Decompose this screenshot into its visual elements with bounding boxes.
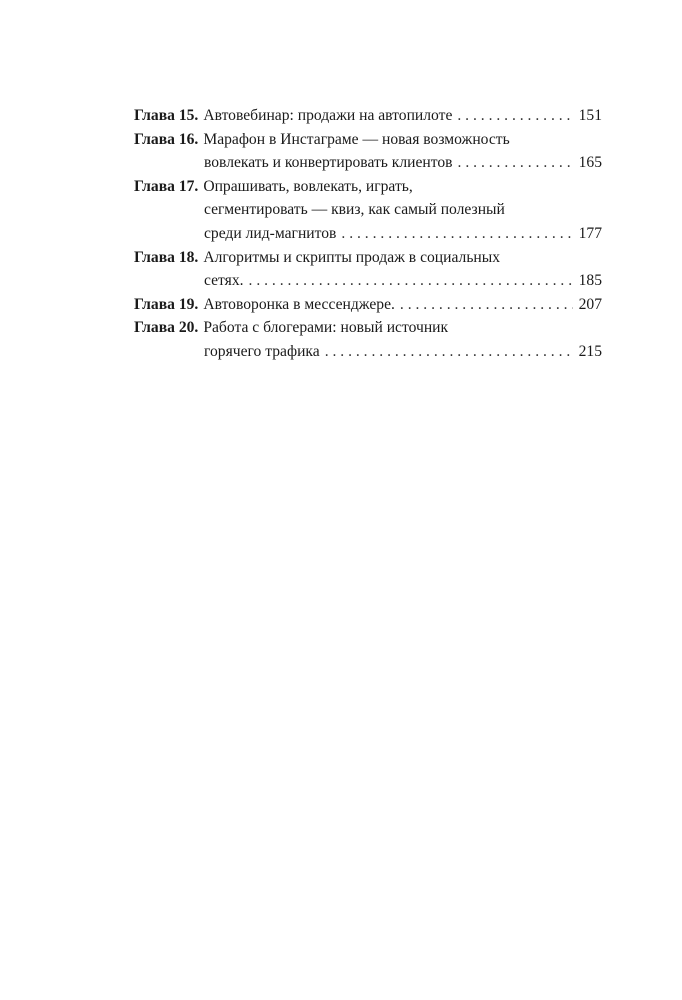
toc-entry-chapter-19[interactable] xyxy=(134,293,602,317)
chapter-number: Глава 20. xyxy=(134,319,199,337)
dot-leader xyxy=(400,293,573,317)
page-number: 177 xyxy=(578,224,602,242)
chapter-title: Автоворонка в мессенджере. xyxy=(203,295,395,313)
toc-line xyxy=(134,198,602,222)
chapter-number: Глава 16. xyxy=(134,130,199,148)
toc-line xyxy=(134,269,602,293)
chapter-number: Глава 15. xyxy=(134,107,199,124)
chapter-title-continued: вовлекать и конвертировать клиентов xyxy=(204,154,453,172)
chapter-title: Опрашивать, вовлекать, играть, xyxy=(203,177,413,195)
dot-leader xyxy=(325,340,573,364)
page-number: 185 xyxy=(578,272,602,290)
chapter-number: Глава 19. xyxy=(134,295,199,313)
toc-entry-chapter-16[interactable] xyxy=(134,128,602,175)
toc-entry-chapter-20[interactable] xyxy=(134,316,602,363)
toc-line xyxy=(134,293,602,317)
chapter-title-continued: сетях. xyxy=(204,272,244,290)
chapter-number: Глава 17. xyxy=(134,177,199,195)
page-number: 151 xyxy=(578,107,602,124)
page-number: 165 xyxy=(578,154,602,172)
chapter-title: Работа с блогерами: новый источник xyxy=(203,319,449,337)
dot-leader xyxy=(341,222,573,246)
dot-leader xyxy=(458,151,573,175)
dot-leader xyxy=(249,269,573,293)
toc-line xyxy=(134,128,602,152)
chapter-title-continued: сегментировать — квиз, как самый полезный xyxy=(204,201,505,219)
toc-line xyxy=(134,175,602,199)
toc-entry-chapter-17[interactable] xyxy=(134,175,602,246)
chapter-title: Автовебинар: продажи на автопилоте xyxy=(203,107,453,124)
toc-line xyxy=(134,340,602,364)
dot-leader xyxy=(457,104,573,128)
page-number: 215 xyxy=(578,342,602,360)
toc-entry-chapter-18[interactable] xyxy=(134,246,602,293)
toc-line xyxy=(134,246,602,270)
toc-line xyxy=(134,316,602,340)
chapter-number: Глава 18. xyxy=(134,248,199,266)
toc-line xyxy=(134,222,602,246)
chapter-title: Алгоритмы и скрипты продаж в социальных xyxy=(203,248,501,266)
toc-entry-chapter-15[interactable] xyxy=(134,104,602,128)
toc-line xyxy=(134,104,602,128)
chapter-title-continued: среди лид-магнитов xyxy=(204,224,337,242)
page-number: 207 xyxy=(578,295,602,313)
chapter-title-continued: горячего трафика xyxy=(204,342,320,360)
chapter-title: Марафон в Инстаграме — новая возможность xyxy=(203,130,510,148)
table-of-contents xyxy=(134,104,602,364)
toc-line xyxy=(134,151,602,175)
